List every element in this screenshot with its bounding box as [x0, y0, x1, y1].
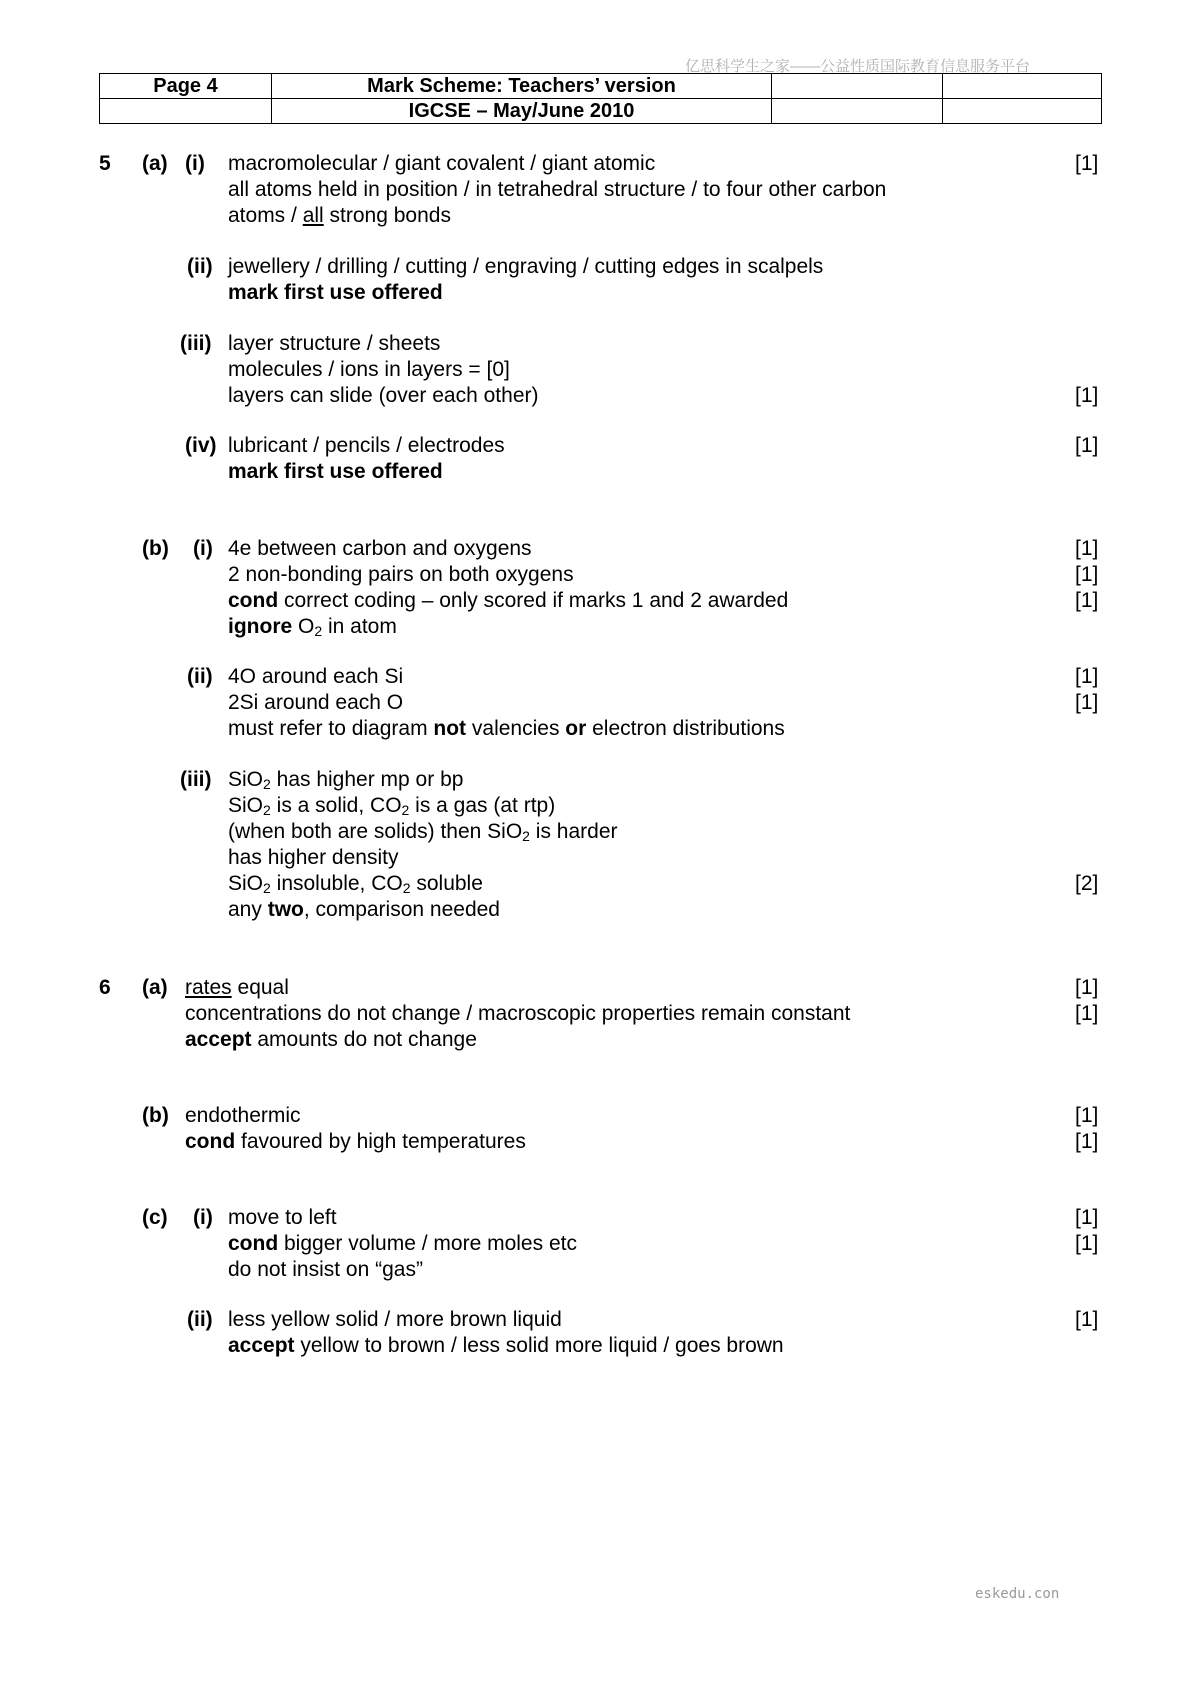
answer-line: layers can slide (over each other)	[228, 384, 539, 407]
mark-value: [1]	[1075, 563, 1099, 586]
answer-note: mark first use offered	[228, 281, 443, 304]
mark-value: [1]	[1075, 1206, 1099, 1229]
answer-line: all atoms held in position / in tetrahedral structure / to four other carbon	[228, 178, 887, 201]
answer-line: rates equal	[185, 976, 289, 999]
mark-value: [1]	[1075, 1232, 1099, 1255]
answer-line: less yellow solid / more brown liquid	[228, 1308, 562, 1331]
mark-value: [1]	[1075, 1104, 1099, 1127]
question-number-6: 6	[99, 976, 111, 999]
answer-line: atoms / all strong bonds	[228, 204, 451, 227]
answer-line: 4e between carbon and oxygens	[228, 537, 532, 560]
answer-note: mark first use offered	[228, 460, 443, 483]
subpart-label-5a-ii: (ii)	[187, 255, 213, 278]
mark-value: [1]	[1075, 1308, 1099, 1331]
answer-line: macromolecular / giant covalent / giant atomic	[228, 152, 656, 175]
answer-line: SiO$_2$ insoluble, $CO_2$ soluble	[228, 872, 483, 896]
answer-line: ignore $O_2$ in atom	[228, 615, 397, 639]
mark-value: [1]	[1075, 152, 1099, 175]
answer-line: cond correct coding – only scored if marks 1 and 2 awarded	[228, 589, 789, 612]
question-number-5: 5	[99, 152, 111, 175]
mark-value: [1]	[1075, 537, 1099, 560]
header-empty-cell	[772, 99, 943, 124]
mark-value: [1]	[1075, 1130, 1099, 1153]
answer-line: lubricant / pencils / electrodes	[228, 434, 505, 457]
mark-value: [1]	[1075, 665, 1099, 688]
part-label-6b: (b)	[142, 1104, 169, 1127]
header-empty-cell	[100, 99, 272, 124]
answer-line: must refer to diagram not valencies or electron distributions	[228, 717, 785, 740]
header-empty-cell	[943, 74, 1102, 99]
watermark-bottom: eskedu.con	[975, 1586, 1060, 1602]
subpart-label-5a-iii: (iii)	[180, 332, 212, 355]
header-title: Mark Scheme: Teachers’ version	[272, 74, 772, 99]
answer-line: cond bigger volume / more moles etc	[228, 1232, 577, 1255]
answer-line: move to left	[228, 1206, 337, 1229]
subpart-label-6c-i: (i)	[193, 1206, 213, 1229]
answer-line: layer structure / sheets	[228, 332, 441, 355]
header-table	[99, 73, 1102, 124]
mark-value: [1]	[1075, 976, 1099, 999]
answer-line: jewellery / drilling / cutting / engraving / cutting edges in scalpels	[228, 255, 824, 278]
answer-line: do not insist on “gas”	[228, 1258, 423, 1281]
answer-line: SiO$_2$ has higher mp or bp	[228, 768, 464, 792]
answer-line: concentrations do not change / macroscopic properties remain constant	[185, 1002, 851, 1025]
answer-line: endothermic	[185, 1104, 301, 1127]
subpart-label-5a-iv: (iv)	[185, 434, 217, 457]
header-empty-cell	[772, 74, 943, 99]
part-label-6a: (a)	[142, 976, 168, 999]
subpart-label-6c-ii: (ii)	[187, 1308, 213, 1331]
mark-value: [1]	[1075, 434, 1099, 457]
answer-line: (when both are solids) then SiO$_2$ is harder	[228, 820, 618, 844]
answer-line: any two, comparison needed	[228, 898, 500, 921]
answer-line: accept amounts do not change	[185, 1028, 477, 1051]
answer-line: 2Si around each O	[228, 691, 404, 714]
header-page: Page 4	[100, 74, 272, 99]
answer-line: 4O around each Si	[228, 665, 404, 688]
subpart-label-5a-i: (i)	[185, 152, 205, 175]
mark-value: [1]	[1075, 1002, 1099, 1025]
mark-value: [1]	[1075, 384, 1099, 407]
part-label-5b: (b)	[142, 537, 169, 560]
watermark-top: 亿思科学生之家——公益性质国际教育信息服务平台	[685, 58, 1031, 75]
mark-value: [1]	[1075, 589, 1099, 612]
header-empty-cell	[943, 99, 1102, 124]
subpart-label-5b-ii: (ii)	[187, 665, 213, 688]
answer-line: 2 non-bonding pairs on both oxygens	[228, 563, 574, 586]
mark-value: [1]	[1075, 691, 1099, 714]
answer-line: has higher density	[228, 846, 399, 869]
answer-line: SiO$_2$ is a solid, $CO_2$ is a gas (at rtp)	[228, 794, 556, 818]
part-label-5a: (a)	[142, 152, 168, 175]
part-label-6c: (c)	[142, 1206, 168, 1229]
header-exam: IGCSE – May/June 2010	[272, 99, 772, 124]
mark-value: [2]	[1075, 872, 1099, 895]
answer-line: molecules / ions in layers = [0]	[228, 358, 510, 381]
answer-line: accept yellow to brown / less solid more liquid / goes brown	[228, 1334, 784, 1357]
subpart-label-5b-i: (i)	[193, 537, 213, 560]
answer-line: cond favoured by high temperatures	[185, 1130, 526, 1153]
subpart-label-5b-iii: (iii)	[180, 768, 212, 791]
